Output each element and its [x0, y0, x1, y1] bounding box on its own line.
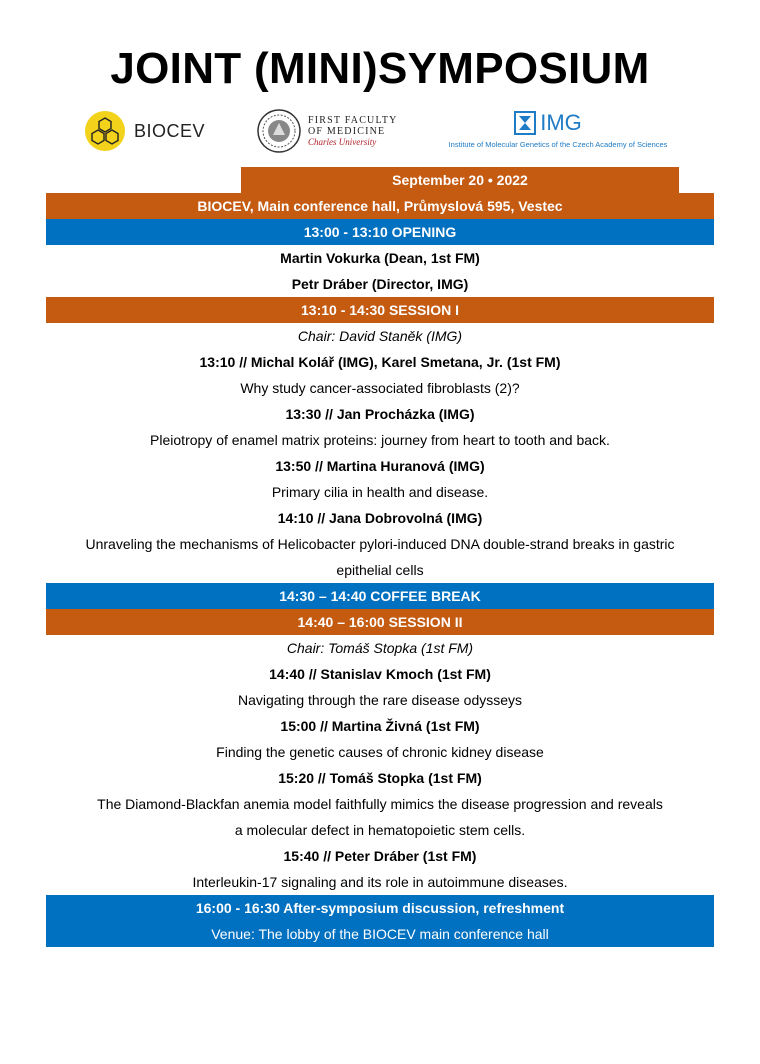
program-row: Pleiotropy of enamel matrix proteins: journey from heart to tooth and back.	[150, 432, 610, 448]
first-faculty-line-1: FIRST FACULTY	[308, 114, 398, 126]
biocev-logo-icon	[84, 110, 126, 152]
program-row: 15:20 // Tomáš Stopka (1st FM)	[278, 770, 482, 786]
program-row: a molecular defect in hematopoietic stem cells.	[234, 822, 526, 838]
first-faculty-line-2: OF MEDICINE	[308, 125, 386, 137]
program-row: 14:40 – 16:00 SESSION II	[46, 609, 714, 635]
program-row: Primary cilia in health and disease.	[271, 484, 489, 500]
program-row: epithelial cells	[336, 562, 424, 578]
program-row: Interleukin-17 signaling and its role in autoimmune diseases.	[192, 874, 568, 890]
biocev-logo-text: BIOCEV	[134, 120, 206, 141]
program-row: 13:30 // Jan Procházka (IMG)	[285, 406, 475, 422]
program-row: 14:10 // Jana Dobrovolná (IMG)	[277, 510, 483, 526]
first-faculty-line-3: Charles University	[308, 136, 377, 147]
program-row: Navigating through the rare disease odysseys	[237, 692, 523, 708]
img-logo-fullname: Institute of Molecular Genetics of the Czech Academy of Sciences	[448, 140, 668, 149]
program-row: The Diamond-Blackfan anemia model faithfully mimics the disease progression and reveals	[97, 796, 663, 812]
university-seal-icon	[256, 108, 302, 154]
program-row: 13:00 - 13:10 OPENING	[46, 219, 714, 245]
logos-bar	[0, 106, 760, 162]
program-schedule	[46, 167, 714, 947]
program-row: Finding the genetic causes of chronic kidney disease	[216, 744, 544, 760]
program-row: 14:40 // Stanislav Kmoch (1st FM)	[269, 666, 491, 682]
first-faculty-logo	[256, 108, 398, 154]
program-row: Chair: Tomáš Stopka (1st FM)	[286, 640, 474, 656]
program-row: 13:10 // Michal Kolář (IMG), Karel Smetana, Jr. (1st FM)	[199, 354, 561, 370]
program-row: Petr Dráber (Director, IMG)	[291, 276, 469, 292]
program-row: Unraveling the mechanisms of Helicobacter pylori-induced DNA double-strand breaks in gastric	[85, 536, 675, 552]
program-row: 15:00 // Martina Živná (1st FM)	[280, 718, 480, 734]
program-row: BIOCEV, Main conference hall, Průmyslová 595, Vestec	[46, 193, 714, 219]
first-faculty-text	[308, 115, 398, 148]
poster-title: JOINT (MINI)SYMPOSIUM	[110, 44, 650, 93]
program-row: 15:40 // Peter Dráber (1st FM)	[283, 848, 477, 864]
program-row: Venue: The lobby of the BIOCEV main conference hall	[46, 921, 714, 947]
program-row: 14:30 – 14:40 COFFEE BREAK	[46, 583, 714, 609]
program-row: 16:00 - 16:30 After-symposium discussion, refreshment	[46, 895, 714, 921]
program-row: 13:50 // Martina Huranová (IMG)	[275, 458, 485, 474]
program-row: 13:10 - 14:30 SESSION I	[46, 297, 714, 323]
program-row: September 20 • 2022	[241, 167, 679, 193]
biocev-logo	[84, 110, 205, 152]
program-row: Chair: David Staněk (IMG)	[297, 328, 463, 344]
program-row: Martin Vokurka (Dean, 1st FM)	[280, 250, 480, 266]
img-logo	[428, 110, 688, 149]
img-logo-abbr: IMG	[540, 110, 582, 135]
program-row: Why study cancer-associated fibroblasts (2)?	[240, 380, 520, 396]
hourglass-icon	[514, 111, 536, 135]
